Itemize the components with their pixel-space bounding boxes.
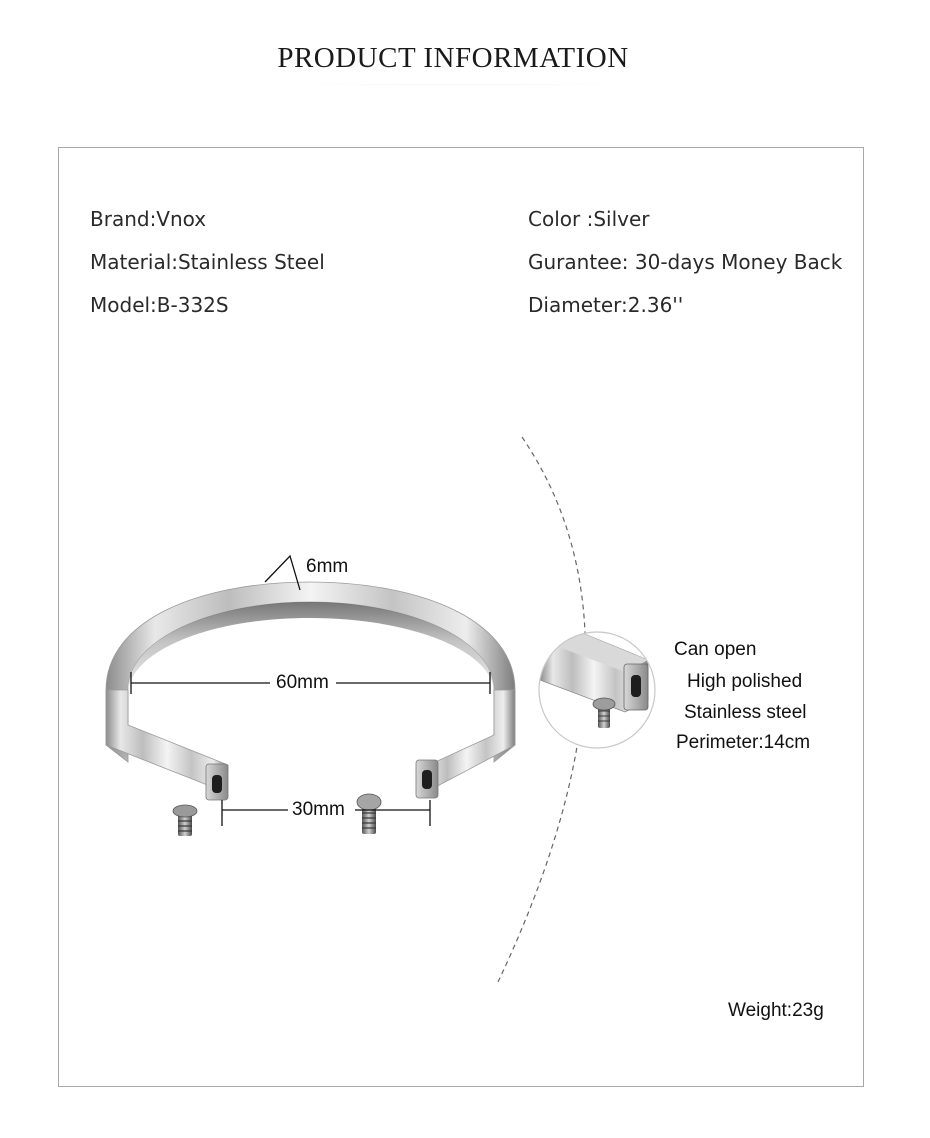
- spec-brand: Brand:Vnox: [90, 207, 207, 231]
- detail-circle: [539, 624, 655, 748]
- dim-60mm-label: 60mm: [276, 672, 329, 693]
- dim-6mm-label: 6mm: [306, 556, 349, 577]
- feature-high-polished: High polished: [687, 671, 803, 692]
- feature-stainless-steel: Stainless steel: [684, 702, 807, 723]
- weight-label: Weight:23g: [728, 1000, 824, 1021]
- spec-material: Material:Stainless Steel: [90, 250, 325, 274]
- spec-guarantee: Gurantee: 30-days Money Back: [528, 250, 843, 274]
- screw-left: [173, 805, 197, 836]
- spec-diameter: Diameter:2.36'': [528, 293, 684, 317]
- page-title: PRODUCT INFORMATION: [277, 42, 629, 74]
- dim-30mm-label: 30mm: [292, 799, 345, 820]
- feature-perimeter: Perimeter:14cm: [676, 732, 811, 753]
- spec-color: Color :Silver: [528, 207, 650, 231]
- spec-model: Model:B-332S: [90, 293, 229, 317]
- feature-can-open: Can open: [674, 639, 757, 660]
- screw-middle: [357, 794, 381, 834]
